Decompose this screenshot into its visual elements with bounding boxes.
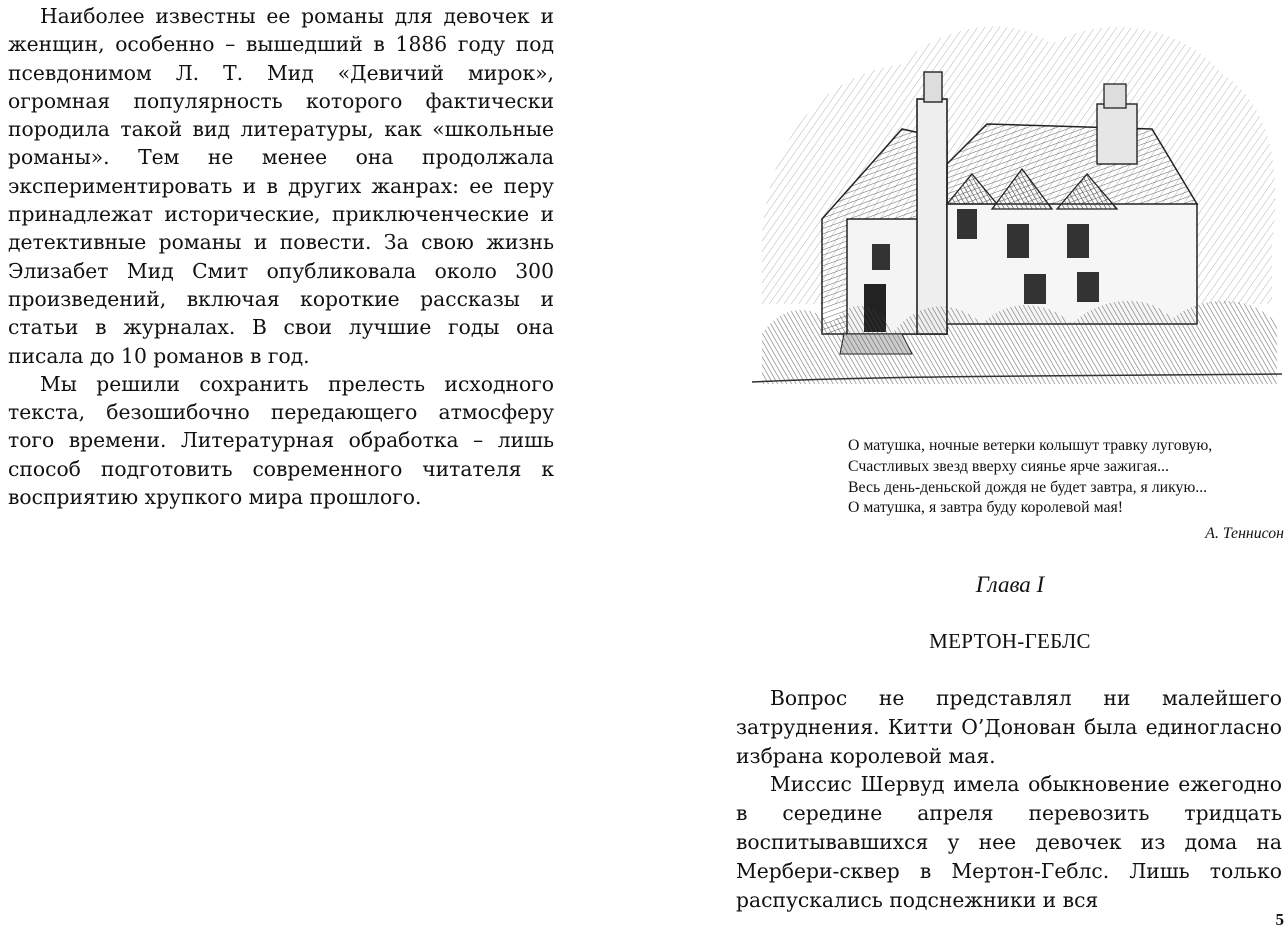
epigraph-line-3: Весь день-деньской дождя не будет завтра, я ликую... xyxy=(848,478,1208,496)
chapter-number: Глава I xyxy=(975,572,1045,597)
right-paragraph-1: Вопрос не представлял ни малейшего затруднения. Китти О’Донован была единогласно избрана королевой мая. xyxy=(736,686,1282,768)
epigraph-line-1: О матушка, ночные ветерки колышут травку луговую, xyxy=(848,437,1213,454)
epigraph xyxy=(848,436,1284,545)
left-page-text xyxy=(8,2,554,511)
right-page-text xyxy=(736,684,1282,914)
left-paragraph-1: Наиболее известны ее романы для девочек и женщин, особенно – вышедший в 1886 году под псевдонимом Л. Т. Мид «Девичий мирок», огромная популярность которого фактически породила такой вид литературы, как «школьные романы». Тем не менее она продолжала экспериментировать и в других жанрах: ее перу принадлежат исторические, приключенческие и детективные романы и повести. За свою жизнь Элизабет Мид Смит опубликовала около 300 произведений, включая короткие рассказы и статьи в журналах. В свои лучшие годы она писала до 10 романов в год. xyxy=(8,4,554,368)
epigraph-line-4: О матушка, я завтра буду королевой мая! xyxy=(848,499,1123,517)
right-paragraph-2: Миссис Шервуд имела обыкновение ежегодно в середине апреля перевозить тридцать воспитывавшихся у нее девочек из дома на Мербери-сквер в Мертон-Геблс. Лишь только распускались подснежники и вся xyxy=(736,772,1282,912)
house-illustration xyxy=(752,4,1282,396)
epigraph-line-2: Счастливых звезд вверху сиянье ярче зажигая... xyxy=(848,457,1169,475)
epigraph-author: А. Теннисон xyxy=(1205,525,1284,543)
left-paragraph-2: Мы решили сохранить прелесть исходного текста, безошибочно передающего атмосферу того времени. Литературная обработка – лишь способ подготовить современного читателя к восприятию хрупкого мира прошлого. xyxy=(8,371,554,510)
page-number: 5 xyxy=(1275,910,1284,929)
chapter-title: МЕРТОН-ГЕБЛС xyxy=(929,629,1091,653)
